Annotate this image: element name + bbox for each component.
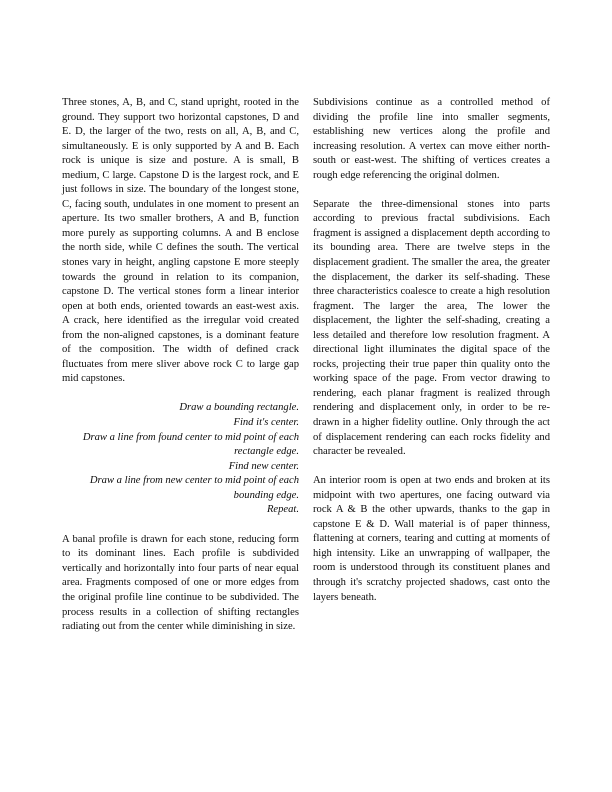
- instruction-line: Find it's center.: [233, 416, 299, 428]
- paragraph-interior-room: An interior room is open at two ends and broken at its midpoint with two apertures, one facing outward via rock A & B the other upwards, thanks to the gap in capstone E & D. Wall material is of paper thinness, flattening at corners, tearing and cutting at moments of high intensity. Like an unwrapping of wallpaper, the room is understood through its constituent planes and through it's scratchy projected shadows, cast onto the layers beneath.: [313, 475, 550, 603]
- instruction-line: Draw a line from found center to mid point of each rectangle edge.: [82, 431, 299, 458]
- left-column: [62, 96, 299, 649]
- paragraph-displacement: Separate the three-dimensional stones into parts according to previous fractal subdivisions. Each fragment is assigned a displacement depth according to its bounding area. There are twelve steps in the displacement gradient. The smaller the area, the greater the displacement, the darker its self-shading. These three characteristics coalesce to create a high resolution fragment. The larger the area, The lower the displacement, the lighter the self-shading, creating a less detailed and therefore low resolution fragment. A directional light illuminates the digital space of the rocks, projecting their true paper thin quality onto the working space of the page. From vector drawing to rendering, each planar fragment is realized through rendering and displacement only, in order to be re-drawn in a higher fidelity outline. Only through the act of displacement rendering can each rocks fidelity and character be revealed.: [313, 198, 550, 458]
- text-columns: [62, 96, 551, 649]
- instruction-line: Find new center.: [228, 460, 299, 472]
- instruction-line: Draw a bounding rectangle.: [179, 402, 299, 414]
- instruction-line: Draw a line from new center to mid point of each bounding edge.: [89, 475, 299, 501]
- paragraph-subdivisions: Subdivisions continue as a controlled method of dividing the profile line into smaller segments, establishing new vertices along the profile and increasing resolution. A vertex can move either north-south or east-west. The shifting of vertices creates a rough edge referencing the original dolmen.: [313, 97, 550, 181]
- paragraph-stones-description: Three stones, A, B, and C, stand upright, rooted in the ground. They support two horizontal capstones, D and E. D, the larger of the two, rests on all, A, B, and C, simultaneously. E is only supported by A and B. Each rock is unique is size and posture. A is small, B medium, C large. Capstone D is the largest rock, and E just follows in size. The boundary of the longest stone, C, facing south, undulates in one moment to present an aperture. Its two smaller brothers, A and B, function more purely as supporting columns. A and B enclose the north side, while C defines the south. The vertical stones vary in height, angling capstone E more steeply towards the ground in relation to its companion, capstone D. The vertical stones form a linear interior open at both ends, oriented towards an east-west axis. A crack, here identified as the irregular void created from the non-aligned capstones, is a dominant feature of the composition. The width of defined crack fluctuates from mere sliver above rock C to large gap mid capstones.: [62, 97, 299, 385]
- paragraph-banal-profile: A banal profile is drawn for each stone, reducing form to its dominant lines. Each profile is subdivided vertically and horizontally into four parts of near equal area. Fragments composed of one or more edges from the original profile line continue to be subdivided. The process results in a collection of shifting rectangles radiating out from the center while diminishing in size.: [62, 533, 299, 633]
- right-column: [313, 96, 550, 649]
- drawing-instructions-block: [62, 401, 299, 517]
- instruction-line: Repeat.: [266, 504, 299, 516]
